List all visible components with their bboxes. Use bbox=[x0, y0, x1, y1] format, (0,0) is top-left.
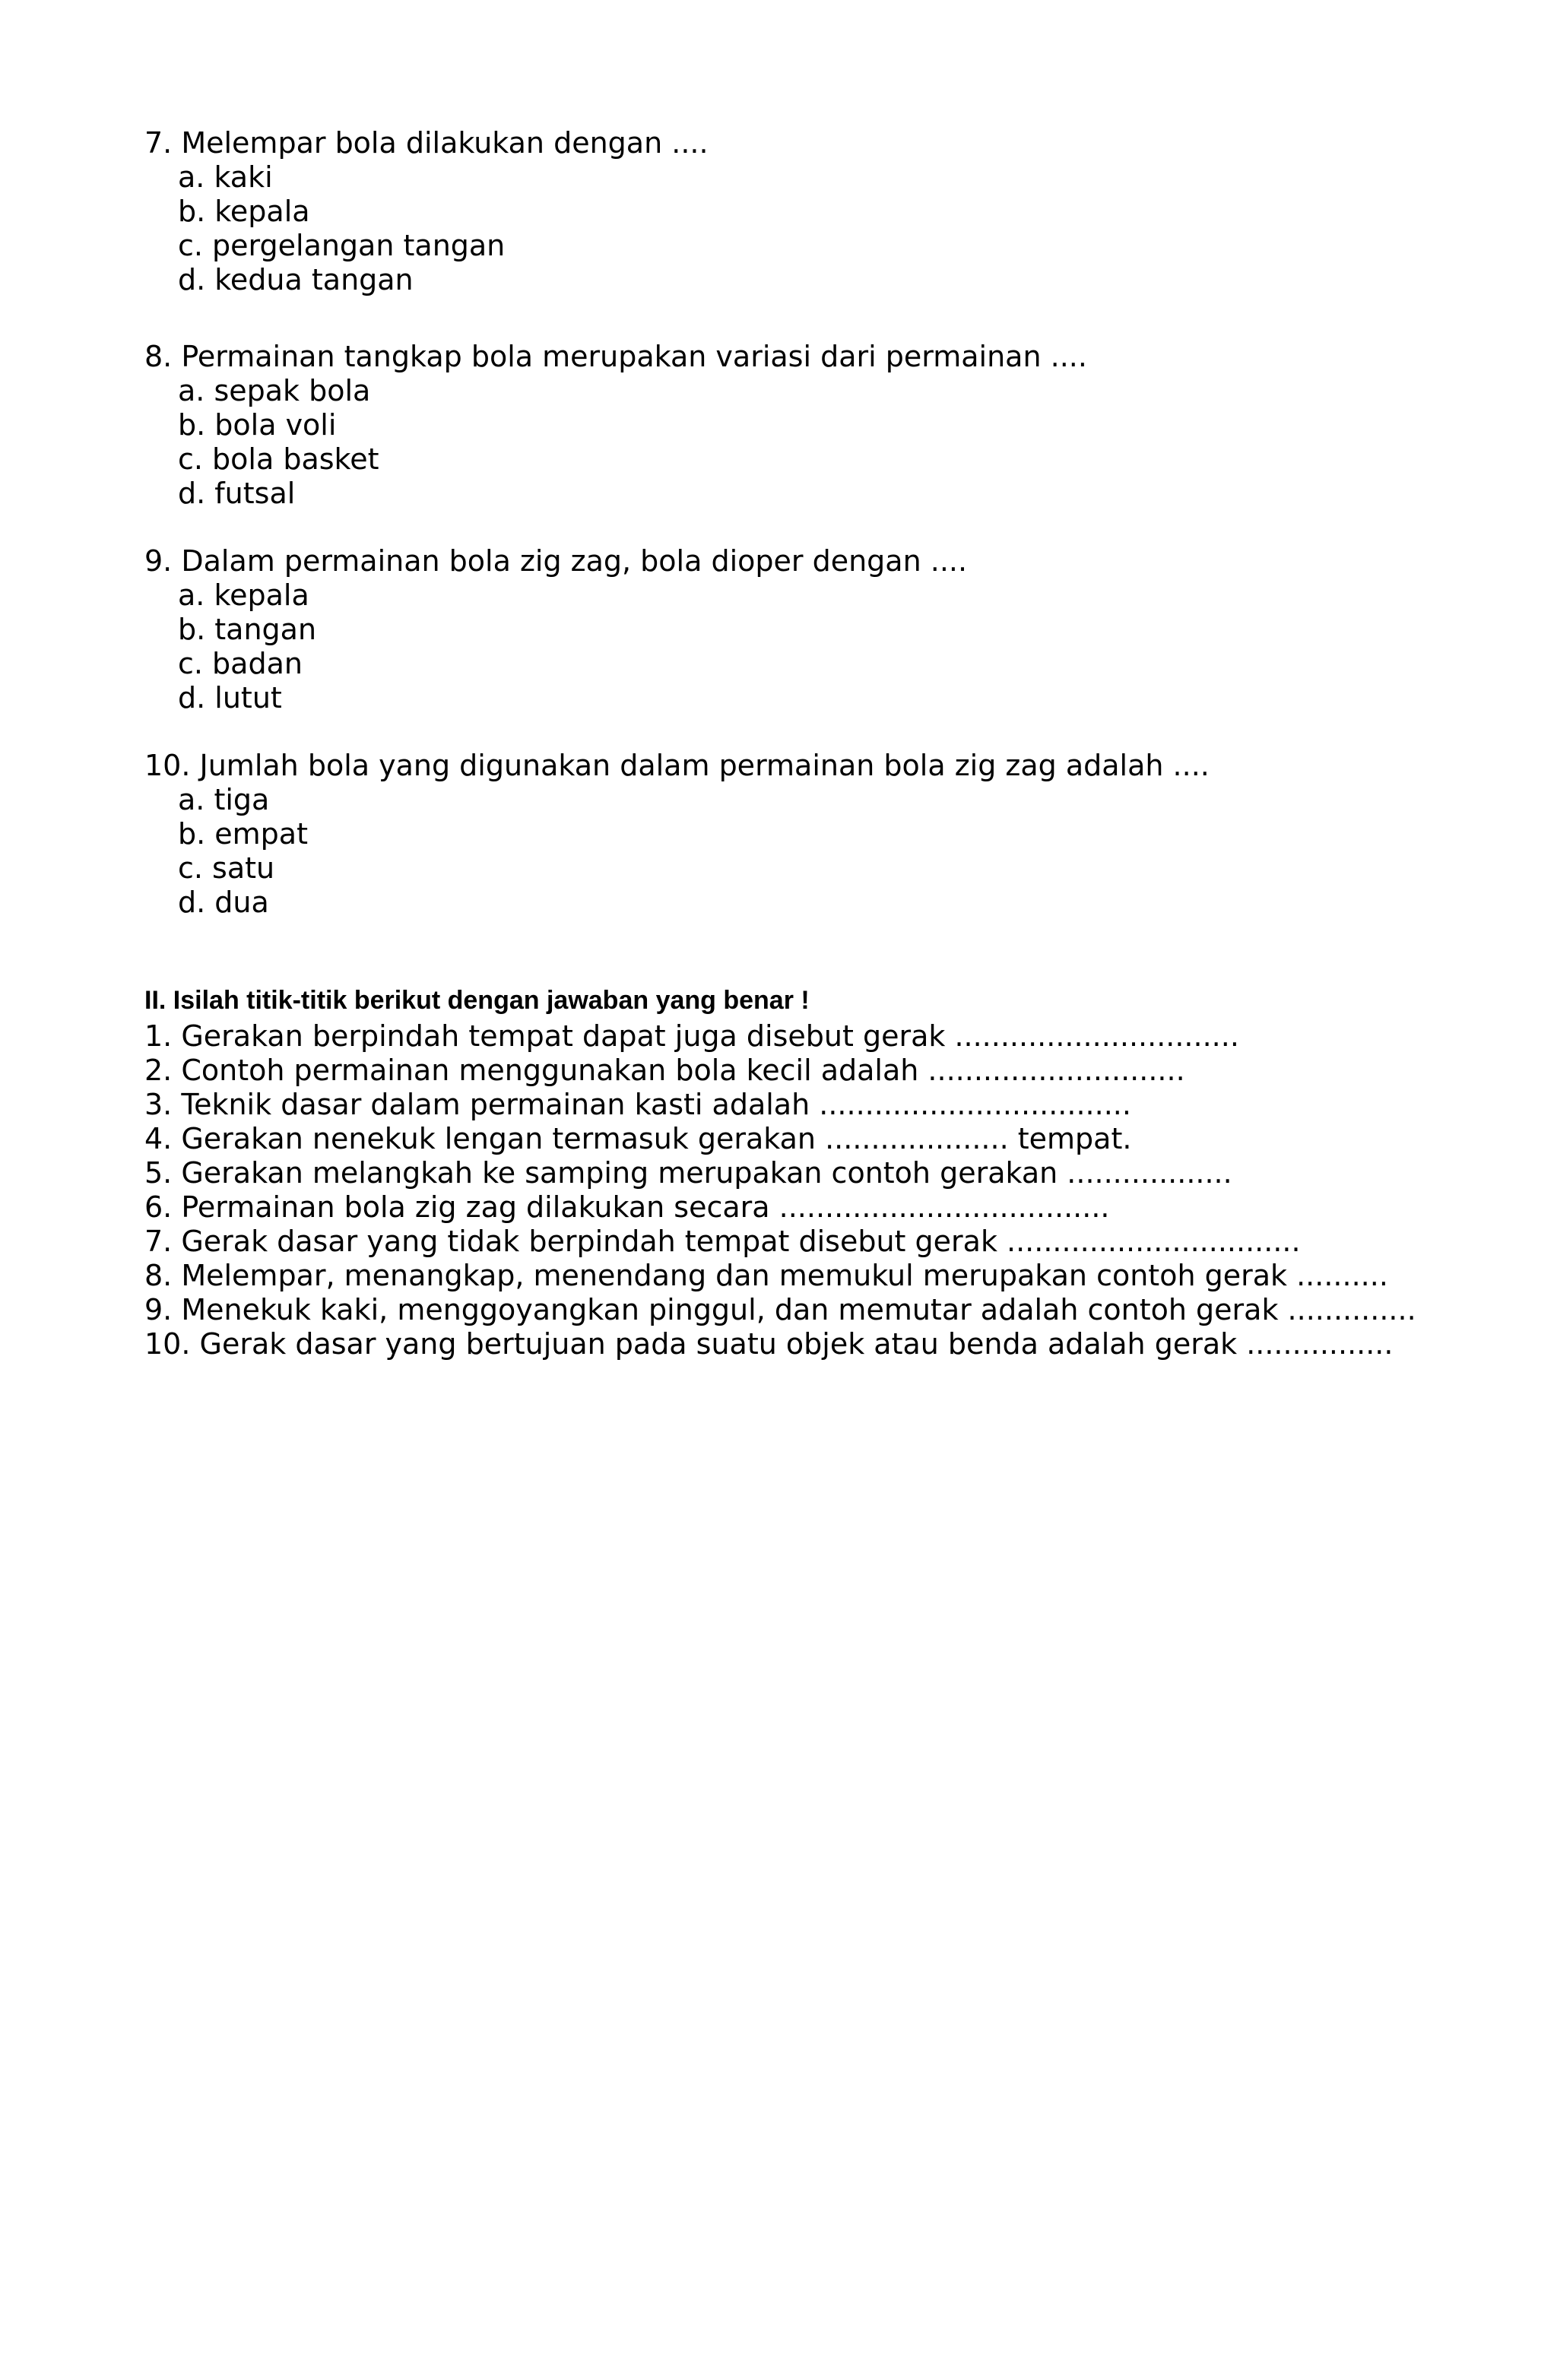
question-text: 9. Dalam permainan bola zig zag, bola dioper dengan .... bbox=[144, 544, 968, 578]
fill-item-9: 9. Menekuk kaki, menggoyangkan pinggul, dan memutar adalah contoh gerak .............. bbox=[144, 1293, 1416, 1326]
option-c: c. bola basket bbox=[178, 442, 379, 476]
option-b: b. tangan bbox=[178, 613, 317, 646]
option-b: b. bola voli bbox=[178, 408, 337, 442]
fill-item-8: 8. Melempar, menangkap, menendang dan memukul merupakan contoh gerak .......... bbox=[144, 1259, 1388, 1292]
option-d: d. kedua tangan bbox=[178, 263, 414, 296]
question-text: 8. Permainan tangkap bola merupakan variasi dari permainan .... bbox=[144, 340, 1087, 373]
section-heading: II. Isilah titik-titik berikut dengan jawaban yang benar ! bbox=[144, 986, 810, 1015]
option-a: a. tiga bbox=[178, 783, 270, 816]
fill-item-2: 2. Contoh permainan menggunakan bola kecil adalah ............................ bbox=[144, 1054, 1185, 1087]
option-b: b. kepala bbox=[178, 195, 310, 228]
option-c: c. badan bbox=[178, 647, 303, 680]
option-d: d. lutut bbox=[178, 681, 282, 715]
option-c: c. pergelangan tangan bbox=[178, 229, 506, 262]
option-c: c. satu bbox=[178, 851, 275, 885]
option-a: a. kepala bbox=[178, 578, 309, 612]
option-d: d. futsal bbox=[178, 477, 296, 510]
fill-item-4: 4. Gerakan nenekuk lengan termasuk gerakan .................... tempat. bbox=[144, 1122, 1132, 1155]
option-a: a. kaki bbox=[178, 160, 273, 194]
fill-item-1: 1. Gerakan berpindah tempat dapat juga disebut gerak ............................... bbox=[144, 1019, 1239, 1053]
fill-item-6: 6. Permainan bola zig zag dilakukan secara .................................... bbox=[144, 1190, 1110, 1224]
question-text: 7. Melempar bola dilakukan dengan .... bbox=[144, 126, 709, 160]
fill-item-3: 3. Teknik dasar dalam permainan kasti adalah .................................. bbox=[144, 1088, 1131, 1121]
fill-item-5: 5. Gerakan melangkah ke samping merupakan contoh gerakan .................. bbox=[144, 1156, 1232, 1190]
fill-item-7: 7. Gerak dasar yang tidak berpindah tempat disebut gerak ................................ bbox=[144, 1225, 1301, 1258]
option-a: a. sepak bola bbox=[178, 374, 371, 407]
option-b: b. empat bbox=[178, 817, 308, 851]
option-d: d. dua bbox=[178, 886, 269, 919]
question-text: 10. Jumlah bola yang digunakan dalam permainan bola zig zag adalah .... bbox=[144, 749, 1210, 782]
fill-item-10: 10. Gerak dasar yang bertujuan pada suatu objek atau benda adalah gerak ................ bbox=[144, 1327, 1394, 1361]
